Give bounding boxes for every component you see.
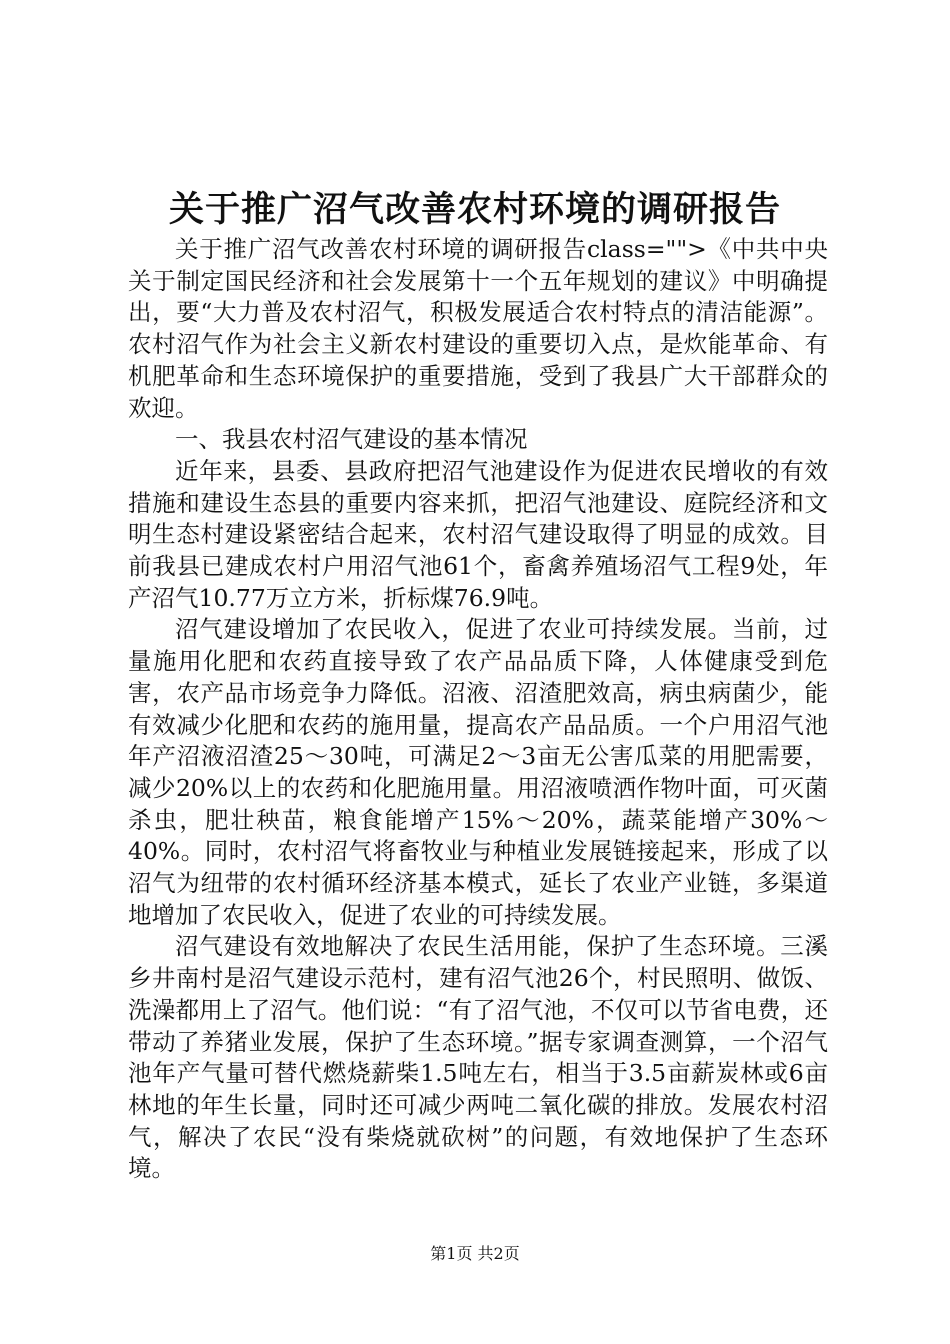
body-paragraph: 沼气建设增加了农民收入，促进了农业可持续发展。当前，过量施用化肥和农药直接导致了农产品品质下降，人体健康受到危害，农产品市场竞争力降低。沼液、沼渣肥效高，病虫病菌少，能有效减少化肥和农药的施用量，提高农产品品质。一个户用沼气池年产沼液沼渣25～30吨，可满足2～3亩无公害瓜菜的用肥需要，减少20%以上的农药和化肥施用量。用沼液喷洒作物叶面，可灭菌杀虫，肥壮秧苗，粮食能增产15%～20%，蔬菜能增产30%～40%。同时，农村沼气将畜牧业与种植业发展链接起来，形成了以沼气为纽带的农村循环经济基本模式，延长了农业产业链，多渠道地增加了农民收入，促进了农业的可持续发展。 bbox=[128, 615, 828, 929]
page-number-footer: 第1页 共2页 bbox=[430, 1244, 520, 1263]
page-title: 关于推广沼气改善农村环境的调研报告 bbox=[168, 189, 781, 230]
body-paragraph: 近年来，县委、县政府把沼气池建设作为促进农民增收的有效措施和建设生态县的重要内容来抓，把沼气池建设、庭院经济和文明生态村建设紧密结合起来，农村沼气建设取得了明显的成效。目前我县已建成农村户用沼气池61个，畜禽养殖场沼气工程9处，年产沼气10.77万立方米，折标煤76.9吨。 bbox=[128, 456, 828, 612]
intro-paragraph: 关于推广沼气改善农村环境的调研报告class="">《中共中央关于制定国民经济和社会发展第十一个五年规划的建议》中明确提出，要“大力普及农村沼气，积极发展适合农村特点的清洁能源”。农村沼气作为社会主义新农村建设的重要切入点，是炊能革命、有机肥革命和生态环境保护的重要措施，受到了我县广大干部群众的欢迎。 bbox=[128, 235, 828, 422]
body-paragraph: 沼气建设有效地解决了农民生活用能，保护了生态环境。三溪乡井南村是沼气建设示范村，建有沼气池26个，村民照明、做饭、洗澡都用上了沼气。他们说：“有了沼气池，不仅可以节省电费，还带动了养猪业发展，保护了生态环境。”据专家调查测算，一个沼气池年产气量可替代燃烧薪柴1.5吨左右，相当于3.5亩薪炭林或6亩林地的年生长量，同时还可减少两吨二氧化碳的排放。发展农村沼气，解决了农民“没有柴烧就砍树”的问题，有效地保护了生态环境。 bbox=[128, 932, 828, 1183]
section-heading: 一、我县农村沼气建设的基本情况 bbox=[175, 425, 528, 454]
document-body bbox=[128, 234, 828, 1185]
